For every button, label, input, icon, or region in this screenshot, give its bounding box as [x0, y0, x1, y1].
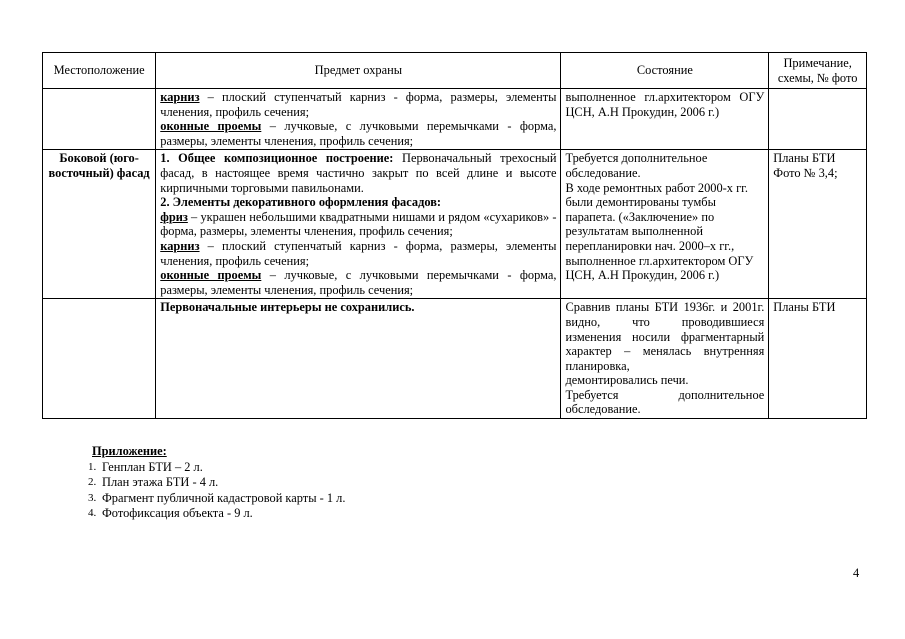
list-item: [88, 459, 345, 476]
cornice-text: – плоский ступенчатый карниз - форма, размеры, элементы членения, профиль сечения;: [160, 238, 557, 268]
cornice-label: карниз: [160, 238, 200, 253]
row2-subject: [156, 150, 561, 299]
state-line: демонтировались печи.: [565, 373, 689, 388]
row3-location: [43, 299, 156, 419]
cornice-text: – плоский ступенчатый карниз - форма, размеры, элементы членения, профиль сечения;: [160, 90, 557, 119]
list-item: [88, 475, 345, 491]
row3-subject: Первоначальные интерьеры не сохранились.: [156, 299, 561, 419]
composition-label: 1. Общее композиционное построение:: [160, 151, 394, 166]
windows-label: оконные проемы: [160, 119, 262, 134]
list-item: [88, 506, 345, 522]
state-line: В ходе ремонтных работ 2000-х гг. были демонтированы тумбы парапета. («Заключение» по результатам выполненной перепланировки нач. 2000–х гг., выполненное гл.архитектором ОГУ ЦСН, А.Н Прокудин, 2006 г.): [565, 180, 754, 283]
composition-text: Первоначальный трехосный фасад, в настоящее время частично закрыт по всей длине и высоте кирпичными торговыми павильонами.: [160, 151, 557, 195]
table-header-row: [43, 53, 867, 89]
state-line: Требуется дополнительное обследование.: [565, 151, 708, 180]
header-location: Местоположение: [43, 53, 156, 89]
windows-text: – лучковые, с лучковыми перемычками - форма, размеры, элементы членения, профиль сечения;: [160, 268, 557, 297]
row1-location: [43, 89, 156, 150]
page-number: 4: [853, 566, 860, 580]
cornice-label: карниз: [160, 90, 200, 104]
header-notes: Примечание, схемы, № фото: [769, 53, 867, 89]
row2-notes: [769, 150, 867, 299]
list-number: 1.: [88, 460, 97, 473]
list-item: [88, 490, 346, 507]
decor-heading: 2. Элементы декоративного оформления фасадов:: [160, 195, 442, 210]
row2-location: Боковой (юго-восточный) фасад: [43, 150, 156, 299]
notes-line: Планы БТИ: [773, 151, 836, 166]
row1-state: выполненное гл.архитектором ОГУ ЦСН, А.Н Прокудин, 2006 г.): [561, 89, 769, 150]
appendix-title: Приложение:: [92, 444, 167, 458]
list-text: План этажа БТИ - 4 л.: [102, 475, 219, 490]
row3-notes: Планы БТИ: [769, 299, 867, 419]
table-row: [43, 89, 867, 150]
row3-state: [561, 299, 769, 419]
notes-line: Фото № 3,4;: [773, 165, 838, 180]
list-text: Фотофиксация объекта - 9 л.: [102, 506, 253, 521]
protection-table: [42, 52, 867, 419]
list-number: 3.: [88, 491, 97, 504]
state-line: Требуется дополнительное обследование.: [565, 387, 765, 417]
list-text: Фрагмент публичной кадастровой карты - 1 л.: [102, 490, 346, 505]
windows-label: оконные проемы: [160, 268, 262, 283]
table-row: [43, 299, 867, 419]
appendix-list: [88, 459, 346, 522]
row1-notes: [769, 89, 867, 150]
table-row: [43, 150, 867, 299]
header-subject: Предмет охраны: [156, 53, 561, 89]
frieze-text: – украшен небольшими квадратными нишами и рядом «сухариков» - форма, размеры, элементы членения, профиль сечения;: [160, 209, 557, 239]
list-number: 4.: [88, 507, 97, 520]
windows-text: – лучковые, с лучковыми перемычками - форма, размеры, элементы членения, профиль сечения;: [160, 119, 557, 148]
list-number: 2.: [88, 476, 97, 489]
frieze-label: фриз: [160, 209, 188, 224]
appendix: [88, 444, 346, 522]
header-state: Состояние: [561, 53, 769, 89]
list-text: Генплан БТИ – 2 л.: [102, 459, 203, 474]
row2-state: [561, 150, 769, 299]
state-line: Сравнив планы БТИ 1936г. и 2001г. видно, что проводившиеся изменения носили фрагментарный характер – менялась внутренняя планировка,: [565, 300, 765, 373]
row1-subject: [156, 89, 561, 150]
